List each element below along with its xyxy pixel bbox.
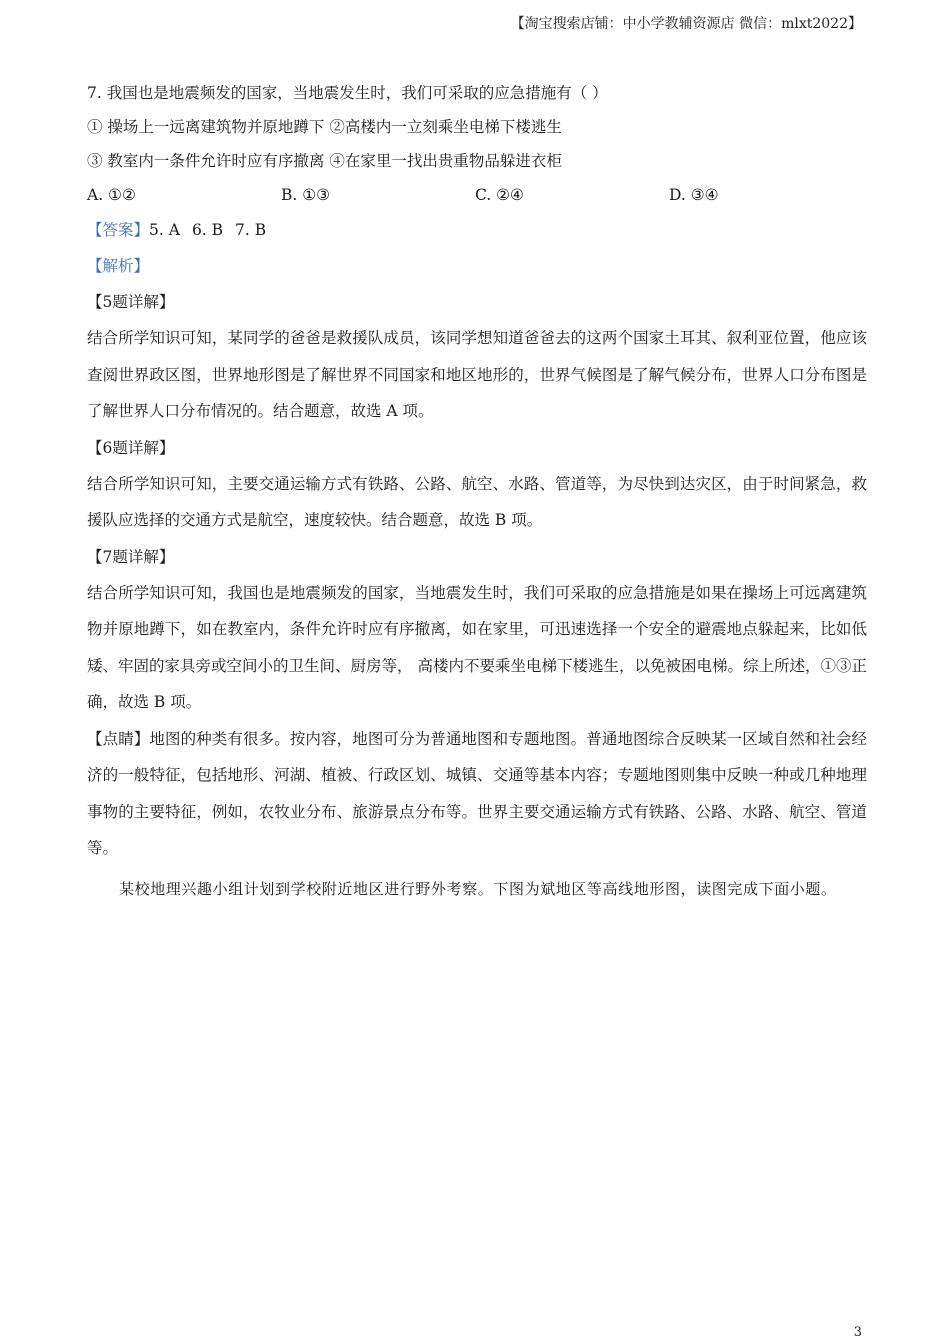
q5-heading: 【5题详解】 bbox=[87, 293, 175, 311]
answer-item-5: 5. A bbox=[149, 221, 180, 239]
choice-b: B. ①③ bbox=[281, 186, 331, 204]
q7-heading: 【7题详解】 bbox=[87, 547, 175, 566]
choice-d: D. ③④ bbox=[669, 186, 719, 204]
header-note: 【淘宝搜索店铺：中小学教辅资源店 微信：mlxt2022】 bbox=[510, 16, 862, 32]
question-7-stem: 7. 我国也是地震频发的国家，当地震发生时，我们可采取的应急措施有（ ） bbox=[87, 84, 608, 102]
q7-explanation: 结合所学知识可知，我国也是地震频发的国家，当地震发生时，我们可采取的应急措施是如果在操场上可远离建筑物并原地蹲下，如在教室内，条件允许时应有序撤离，如在家里，可迅速选择一个安全的避震地点躲起来，比如低矮、牢固的家具旁或空间小的卫生间、厨房等， 高楼内不要乘坐电梯下楼逃生，以免被困电梯。综上所述，①③正确，故选 B 项。 bbox=[87, 583, 867, 711]
reading-passage: 某校地理兴趣小组计划到学校附近地区进行野外考察。下图为斌地区等高线地形图，读图完成下面小题。 bbox=[119, 879, 837, 898]
tip-label: 【点睛】 bbox=[87, 729, 150, 748]
question-7-options-line-2: ③ 教室内一条件允许时应有序撤离 ④在家里一找出贵重物品躲进衣柜 bbox=[87, 152, 562, 170]
choice-a: A. ①② bbox=[87, 186, 136, 204]
question-7-options-line-1: ① 操场上一远离建筑物并原地蹲下 ②高楼内一立刻乘坐电梯下楼逃生 bbox=[87, 118, 562, 136]
q6-explanation: 结合所学知识可知，主要交通运输方式有铁路、公路、航空、水路、管道等，为尽快到达灾区，由于时间紧急，救援队应选择的交通方式是航空，速度较快。结合题意，故选 B 项。 bbox=[87, 474, 867, 529]
q6-heading: 【6题详解】 bbox=[87, 438, 175, 457]
analysis-label: 【解析】 bbox=[87, 257, 150, 275]
answer-row bbox=[87, 212, 867, 248]
question-7-choices bbox=[87, 178, 867, 212]
tip-text: 地图的种类有很多。按内容，地图可分为普通地图和专题地图。普通地图综合反映某一区域自然和社会经济的一般特征，包括地形、河湖、植被、行政区划、城镇、交通等基本内容；专题地图则集中反映一种或几种地理事物的主要特征，例如，农牧业分布、旅游景点分布等。世界主要交通运输方式有铁路、公路、水路、航空、管道等。 bbox=[87, 729, 867, 857]
page-number: 3 bbox=[853, 1325, 862, 1340]
answer-item-6: 6. B bbox=[191, 221, 224, 239]
page-content bbox=[87, 76, 867, 907]
answer-item-7: 7. B bbox=[235, 221, 267, 239]
answer-label: 【答案】 bbox=[87, 221, 150, 239]
tip-paragraph bbox=[87, 721, 867, 867]
q5-explanation: 结合所学知识可知，某同学的爸爸是救援队成员，该同学想知道爸爸去的这两个国家土耳其、叙利亚位置，他应该查阅世界政区图，世界地形图是了解世界不同国家和地区地形的，世界气候图是了解气候分布，世界人口分布图是了解世界人口分布情况的。结合题意，故选 A 项。 bbox=[87, 329, 867, 420]
choice-c: C. ②④ bbox=[475, 186, 524, 204]
